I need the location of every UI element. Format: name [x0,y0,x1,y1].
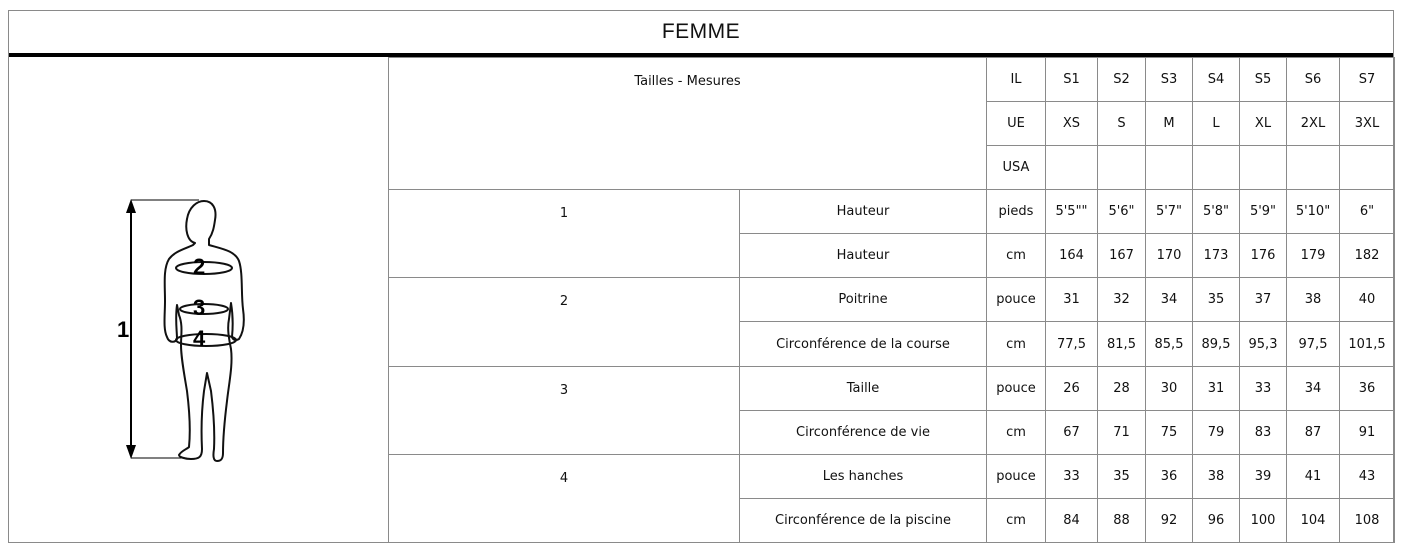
size-cell: S [1098,102,1146,146]
value-cell: 91 [1340,410,1395,454]
size-cell [1240,146,1287,190]
unit-cell: pouce [987,278,1046,322]
value-cell: 77,5 [1046,322,1098,366]
size-cell: S7 [1340,58,1395,102]
value-cell: 5'6" [1098,190,1146,234]
unit-cell: pouce [987,366,1046,410]
value-cell: 34 [1146,278,1193,322]
size-cell: S2 [1098,58,1146,102]
value-cell: 173 [1193,234,1240,278]
value-cell: 5'10" [1287,190,1340,234]
value-cell: 26 [1046,366,1098,410]
value-cell: 28 [1098,366,1146,410]
value-cell: 176 [1240,234,1287,278]
value-cell: 96 [1193,498,1240,542]
value-cell: 33 [1240,366,1287,410]
size-cell: M [1146,102,1193,146]
value-cell: 89,5 [1193,322,1240,366]
value-cell: 81,5 [1098,322,1146,366]
value-cell: 38 [1287,278,1340,322]
value-cell: 182 [1340,234,1395,278]
value-cell: 31 [1046,278,1098,322]
unit-cell: pieds [987,190,1046,234]
value-cell: 104 [1287,498,1340,542]
value-cell: 36 [1146,454,1193,498]
value-cell: 79 [1193,410,1240,454]
system-cell: IL [987,58,1046,102]
value-cell: 31 [1193,366,1240,410]
measure-cell: Hauteur [740,190,987,234]
value-cell: 83 [1240,410,1287,454]
value-cell: 5'7" [1146,190,1193,234]
value-cell: 95,3 [1240,322,1287,366]
value-cell: 38 [1193,454,1240,498]
size-cell [1098,146,1146,190]
value-cell: 75 [1146,410,1193,454]
value-cell: 108 [1340,498,1395,542]
value-cell: 84 [1046,498,1098,542]
group-number: 1 [389,190,740,278]
size-cell [1146,146,1193,190]
group-number: 3 [389,366,740,454]
figure-label-4: 4 [193,326,206,351]
body-figure-panel [9,57,389,543]
unit-cell: cm [987,234,1046,278]
table-row [389,454,1395,498]
size-cell [1193,146,1240,190]
size-cell: S4 [1193,58,1240,102]
measure-cell: Circonférence de la piscine [740,498,987,542]
size-table [388,57,1395,543]
size-cell: XS [1046,102,1098,146]
header-label: Tailles - Mesures [389,58,987,190]
value-cell: 100 [1240,498,1287,542]
size-cell: 3XL [1340,102,1395,146]
size-cell [1340,146,1395,190]
value-cell: 35 [1098,454,1146,498]
value-cell: 36 [1340,366,1395,410]
value-cell: 164 [1046,234,1098,278]
unit-cell: cm [987,322,1046,366]
body-measurement-figure [9,57,388,543]
value-cell: 32 [1098,278,1146,322]
table-row [389,190,1395,234]
size-cell: S1 [1046,58,1098,102]
size-cell: S6 [1287,58,1340,102]
system-cell: USA [987,146,1046,190]
size-cell: S5 [1240,58,1287,102]
header-row-il [389,58,1395,102]
unit-cell: cm [987,410,1046,454]
page-title: FEMME [9,11,1393,57]
system-cell: UE [987,102,1046,146]
value-cell: 35 [1193,278,1240,322]
measurement-rings-icon [176,262,236,346]
group-number: 4 [389,454,740,542]
value-cell: 92 [1146,498,1193,542]
figure-label-1: 1 [117,317,130,342]
value-cell: 30 [1146,366,1193,410]
size-cell [1046,146,1098,190]
size-cell [1287,146,1340,190]
table-row [389,278,1395,322]
size-cell: XL [1240,102,1287,146]
value-cell: 170 [1146,234,1193,278]
measure-cell: Circonférence de vie [740,410,987,454]
value-cell: 87 [1287,410,1340,454]
value-cell: 6" [1340,190,1395,234]
value-cell: 179 [1287,234,1340,278]
size-chart-frame [8,10,1394,543]
value-cell: 37 [1240,278,1287,322]
value-cell: 5'9" [1240,190,1287,234]
value-cell: 33 [1046,454,1098,498]
group-number: 2 [389,278,740,366]
value-cell: 71 [1098,410,1146,454]
figure-label-3: 3 [193,295,206,320]
value-cell: 5'8" [1193,190,1240,234]
value-cell: 88 [1098,498,1146,542]
unit-cell: pouce [987,454,1046,498]
value-cell: 40 [1340,278,1395,322]
value-cell: 101,5 [1340,322,1395,366]
value-cell: 43 [1340,454,1395,498]
value-cell: 67 [1046,410,1098,454]
value-cell: 5'5"" [1046,190,1098,234]
value-cell: 39 [1240,454,1287,498]
measure-cell: Circonférence de la course [740,322,987,366]
measure-cell: Poitrine [740,278,987,322]
value-cell: 34 [1287,366,1340,410]
value-cell: 85,5 [1146,322,1193,366]
measure-cell: Taille [740,366,987,410]
figure-label-2: 2 [193,254,206,279]
unit-cell: cm [987,498,1046,542]
size-cell: S3 [1146,58,1193,102]
value-cell: 97,5 [1287,322,1340,366]
size-cell: L [1193,102,1240,146]
size-cell: 2XL [1287,102,1340,146]
table-row [389,366,1395,410]
value-cell: 41 [1287,454,1340,498]
measure-cell: Hauteur [740,234,987,278]
value-cell: 167 [1098,234,1146,278]
measure-cell: Les hanches [740,454,987,498]
